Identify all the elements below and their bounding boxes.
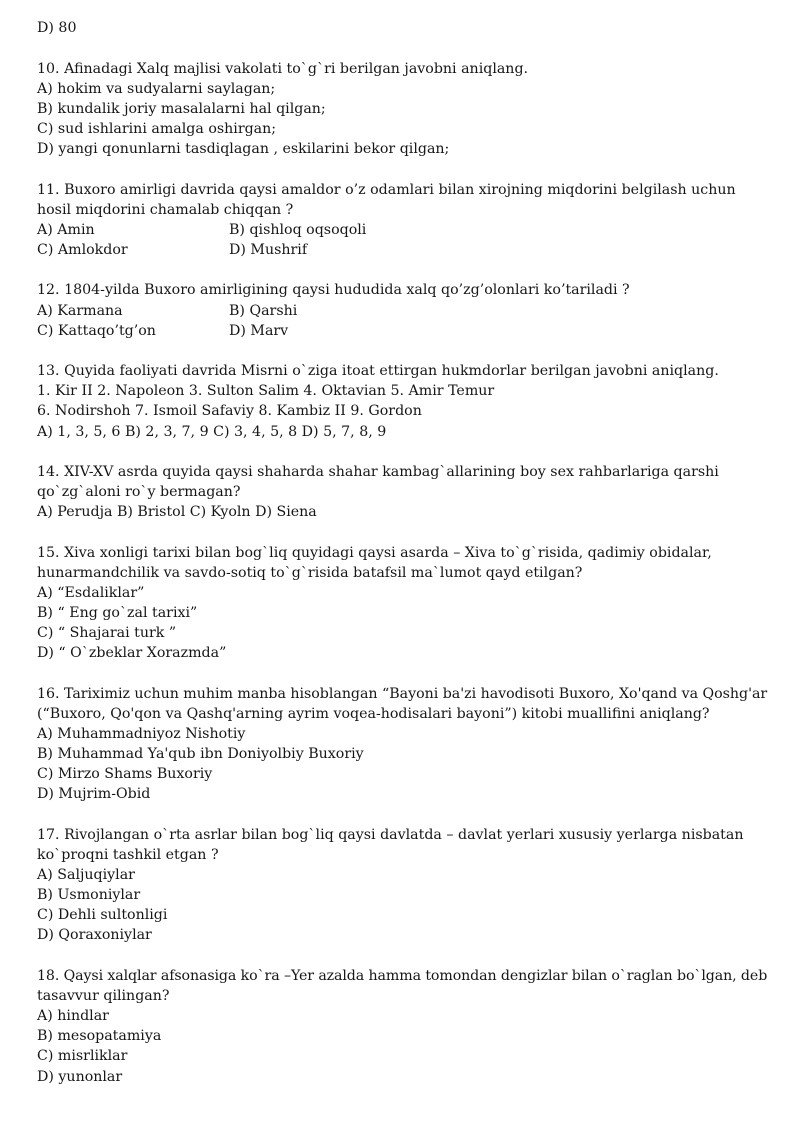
option-a: A) Karmana bbox=[37, 302, 123, 319]
option-c: C) “ Shajarai turk ” bbox=[37, 625, 177, 642]
option-d: D) yunonlar bbox=[37, 1068, 123, 1085]
question-13 bbox=[37, 361, 767, 441]
ruler-list-line-2: 6. Nodirshoh 7. Ismoil Safaviy 8. Kambiz II 9. Gordon bbox=[37, 403, 422, 420]
previous-answer-option: D) 80 bbox=[37, 20, 77, 36]
question-18 bbox=[37, 966, 767, 1087]
ruler-list-line-1: 1. Kir II 2. Napoleon 3. Sulton Salim 4. Oktavian 5. Amir Temur bbox=[37, 383, 495, 400]
question-text-line-2: tasavvur qilingan? bbox=[37, 988, 170, 1005]
question-text-line-1: 17. Rivojlangan o`rta asrlar bilan bog`liq qaysi davlatda – davlat yerlari xususiy yerlarga nisbatan bbox=[37, 827, 744, 843]
option-b: B) kundalik joriy masalalarni hal qilgan; bbox=[37, 100, 326, 117]
option-c: C) Kattaqo’tg’on bbox=[37, 322, 156, 339]
option-b: B) Muhammad Ya'qub ibn Doniyolbiy Buxoriy bbox=[37, 746, 364, 763]
option-c: C) Amlokdor bbox=[37, 241, 128, 258]
question-text-line-2: hosil miqdorini chamalab chiqqan ? bbox=[37, 201, 294, 218]
question-text-line-2: hunarmandchilik va savdo-sotiq to`g`risida batafsil ma`lumot qayd etilgan? bbox=[37, 564, 583, 581]
option-a: A) Muhammadniyoz Nishotiy bbox=[37, 726, 246, 743]
question-text-line-2: ko`proqni tashkil etgan ? bbox=[37, 847, 219, 864]
option-d: D) “ O`zbeklar Xorazmda” bbox=[37, 645, 227, 662]
question-text: 13. Quyida faoliyati davrida Misrni o`ziga itoat ettirgan hukmdorlar berilgan javobni aniqlang. bbox=[37, 363, 719, 380]
question-11 bbox=[37, 180, 767, 260]
question-text-line-1: 16. Tariximiz uchun muhim manba hisoblangan “Bayoni ba'zi havodisoti Buxoro, Xo'qand va Qoshg'ar bbox=[37, 685, 768, 702]
option-c: C) sud ishlarini amalga oshirgan; bbox=[37, 120, 277, 137]
question-text-line-1: 18. Qaysi xalqlar afsonasiga ko`ra –Yer azalda hamma tomondan dengizlar bilan o`raglan bo`lgan, deb bbox=[37, 968, 768, 985]
question-text: 10. Afinadagi Xalq majlisi vakolati to`g`ri berilgan javobni aniqlang. bbox=[37, 60, 529, 77]
question-10 bbox=[37, 59, 767, 159]
question-text-line-2: qo`zg`aloni ro`y bermagan? bbox=[37, 484, 241, 501]
option-b: B) “ Eng go`zal tarixi” bbox=[37, 605, 198, 622]
test-page bbox=[37, 18, 767, 1087]
option-a: A) “Esdaliklar” bbox=[37, 585, 145, 602]
question-12 bbox=[37, 280, 767, 340]
answer-options: A) 1, 3, 5, 6 B) 2, 3, 7, 9 C) 3, 4, 5, 8 D) 5, 7, 8, 9 bbox=[37, 423, 387, 440]
option-b: B) Qarshi bbox=[229, 302, 298, 319]
option-b: B) mesopatamiya bbox=[37, 1028, 162, 1045]
option-a: A) hokim va sudyalarni saylagan; bbox=[37, 80, 276, 97]
option-d: D) yangi qonunlarni tasdiqlagan , eskilarini bekor qilgan; bbox=[37, 140, 450, 157]
answer-options: A) Perudja B) Bristol C) Kyoln D) Siena bbox=[37, 504, 317, 521]
option-a: A) Amin bbox=[37, 221, 95, 238]
option-b: B) Usmoniylar bbox=[37, 887, 141, 904]
question-17 bbox=[37, 825, 767, 946]
option-c: C) Mirzo Shams Buxoriy bbox=[37, 766, 213, 783]
option-d: D) Mushrif bbox=[229, 241, 308, 258]
option-a: A) hindlar bbox=[37, 1008, 109, 1025]
question-text-line-1: 14. XIV-XV asrda quyida qaysi shaharda shahar kambag`allarining boy sex rahbarlariga qarshi bbox=[37, 464, 719, 481]
question-16 bbox=[37, 684, 767, 805]
option-b: B) qishloq oqsoqoli bbox=[229, 221, 367, 238]
option-c: C) misrliklar bbox=[37, 1048, 128, 1065]
question-text-line-2: (“Buxoro, Qo'qon va Qashq'arning ayrim voqea-hodisalari bayoni”) kitobi muallifini aniqlang? bbox=[37, 706, 710, 723]
option-d: D) Mujrim-Obid bbox=[37, 786, 151, 803]
question-14 bbox=[37, 462, 767, 522]
question-15 bbox=[37, 543, 767, 664]
option-d: D) Qoraxoniylar bbox=[37, 927, 152, 944]
option-d: D) Marv bbox=[229, 322, 289, 339]
question-text: 12. 1804-yilda Buxoro amirligining qaysi hududida xalq qo’zg’olonlari ko’tariladi ? bbox=[37, 282, 630, 299]
question-text-line-1: 15. Xiva xonligi tarixi bilan bog`liq quyidagi qaysi asarda – Xiva to`g`risida, qadimiy obidalar, bbox=[37, 544, 712, 561]
option-a: A) Saljuqiylar bbox=[37, 867, 135, 884]
question-text-line-1: 11. Buxoro amirligi davrida qaysi amaldor o’z odamlari bilan xirojning miqdorini belgilash uchun bbox=[37, 181, 736, 198]
option-c: C) Dehli sultonligi bbox=[37, 907, 168, 924]
